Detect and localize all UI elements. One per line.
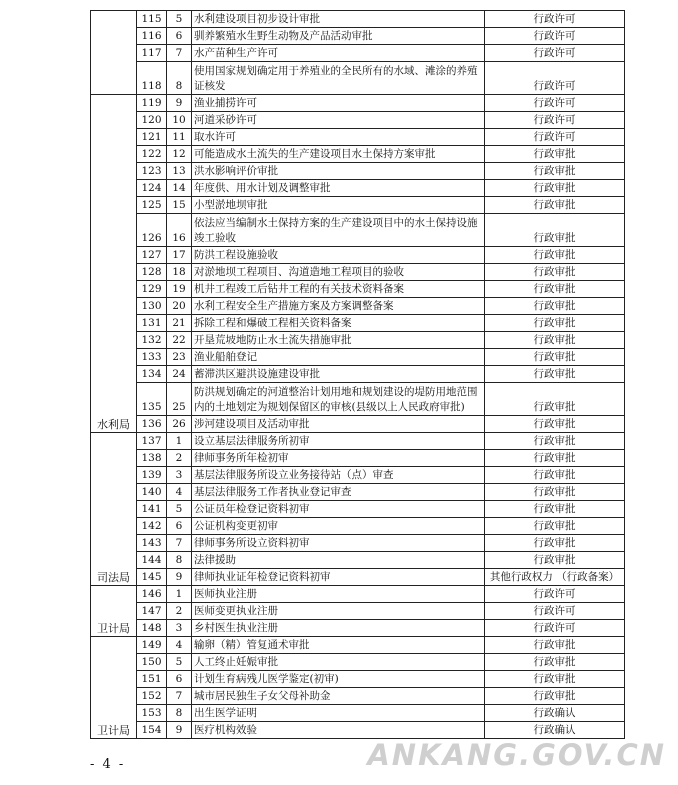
table-row: [91, 247, 625, 264]
table-row: [91, 688, 625, 705]
sequence-cell: 7: [167, 688, 192, 705]
table-row: [91, 11, 625, 28]
table-row: [91, 95, 625, 112]
item-number-cell: 138: [137, 450, 167, 467]
item-number-cell: 121: [137, 129, 167, 146]
item-name-cell: 小型淤地坝审批: [192, 197, 485, 214]
sequence-cell: 2: [167, 603, 192, 620]
item-name-cell: 计划生育病残儿医学鉴定(初审): [192, 671, 485, 688]
table-row: [91, 603, 625, 620]
item-type-cell: 行政审批: [485, 298, 625, 315]
item-name-cell: 依法应当编制水土保持方案的生产建设项目中的水土保持设施竣工验收: [192, 214, 485, 247]
table-row: [91, 214, 625, 247]
item-name-cell: 基层法律服务工作者执业登记审查: [192, 484, 485, 501]
table-row: [91, 281, 625, 298]
table-row: [91, 637, 625, 654]
item-number-cell: 125: [137, 197, 167, 214]
item-number-cell: 130: [137, 298, 167, 315]
item-number-cell: 127: [137, 247, 167, 264]
item-name-cell: 水利建设项目初步设计审批: [192, 11, 485, 28]
department-cell: 水利局: [91, 95, 137, 433]
item-type-cell: 行政审批: [485, 349, 625, 366]
sequence-cell: 3: [167, 467, 192, 484]
item-name-cell: 年度供、用水计划及调整审批: [192, 180, 485, 197]
item-type-cell: 行政审批: [485, 315, 625, 332]
item-type-cell: 行政确认: [485, 705, 625, 722]
sequence-cell: 2: [167, 450, 192, 467]
item-number-cell: 150: [137, 654, 167, 671]
department-cell: 卫计局: [91, 586, 137, 637]
table-row: [91, 45, 625, 62]
sequence-cell: 4: [167, 637, 192, 654]
item-name-cell: 医师变更执业注册: [192, 603, 485, 620]
item-number-cell: 122: [137, 146, 167, 163]
table-row: [91, 197, 625, 214]
item-type-cell: 行政许可: [485, 603, 625, 620]
item-type-cell: 行政审批: [485, 484, 625, 501]
item-name-cell: 渔业船舶登记: [192, 349, 485, 366]
sequence-cell: 8: [167, 705, 192, 722]
sequence-cell: 11: [167, 129, 192, 146]
sequence-cell: 5: [167, 654, 192, 671]
item-type-cell: 行政审批: [485, 637, 625, 654]
item-number-cell: 131: [137, 315, 167, 332]
table-row: [91, 416, 625, 433]
item-type-cell: 行政许可: [485, 95, 625, 112]
item-type-cell: 行政审批: [485, 552, 625, 569]
item-number-cell: 126: [137, 214, 167, 247]
item-name-cell: 法律援助: [192, 552, 485, 569]
table-row: [91, 180, 625, 197]
table-row: [91, 535, 625, 552]
item-type-cell: 行政审批: [485, 146, 625, 163]
item-type-cell: 行政审批: [485, 535, 625, 552]
table-row: [91, 569, 625, 586]
sequence-cell: 10: [167, 112, 192, 129]
sequence-cell: 19: [167, 281, 192, 298]
item-number-cell: 116: [137, 28, 167, 45]
item-number-cell: 134: [137, 366, 167, 383]
item-number-cell: 123: [137, 163, 167, 180]
item-number-cell: 136: [137, 416, 167, 433]
item-name-cell: 设立基层法律服务所初审: [192, 433, 485, 450]
department-cell: 卫计局: [91, 637, 137, 739]
item-name-cell: 蓄滞洪区避洪设施建设审批: [192, 366, 485, 383]
item-name-cell: 律师执业证年检登记资料初审: [192, 569, 485, 586]
sequence-cell: 14: [167, 180, 192, 197]
table-row: [91, 146, 625, 163]
sequence-cell: 7: [167, 45, 192, 62]
table-body: [91, 11, 625, 739]
item-number-cell: 142: [137, 518, 167, 535]
item-number-cell: 143: [137, 535, 167, 552]
item-type-cell: 行政审批: [485, 214, 625, 247]
table-row: [91, 450, 625, 467]
item-name-cell: 防洪规划确定的河道整治计划用地和规划建设的堤防用地范围内的土地划定为规划保留区的审核(县级以上人民政府审批): [192, 383, 485, 416]
item-name-cell: 驯养繁殖水生野生动物及产品活动审批: [192, 28, 485, 45]
item-name-cell: 医师执业注册: [192, 586, 485, 603]
item-name-cell: 开垦荒坡地防止水土流失措施审批: [192, 332, 485, 349]
sequence-cell: 13: [167, 163, 192, 180]
item-name-cell: 机井工程竣工后钻井工程的有关技术资料备案: [192, 281, 485, 298]
item-type-cell: 行政审批: [485, 366, 625, 383]
item-name-cell: 可能造成水土流失的生产建设项目水土保持方案审批: [192, 146, 485, 163]
item-number-cell: 128: [137, 264, 167, 281]
item-number-cell: 115: [137, 11, 167, 28]
table-row: [91, 433, 625, 450]
table-row: [91, 163, 625, 180]
item-type-cell: 行政审批: [485, 688, 625, 705]
sequence-cell: 22: [167, 332, 192, 349]
item-type-cell: 行政许可: [485, 129, 625, 146]
table-row: [91, 298, 625, 315]
sequence-cell: 1: [167, 433, 192, 450]
sequence-cell: 25: [167, 383, 192, 416]
item-type-cell: 行政许可: [485, 62, 625, 95]
item-type-cell: 行政审批: [485, 180, 625, 197]
item-type-cell: 行政审批: [485, 163, 625, 180]
table-row: [91, 264, 625, 281]
item-type-cell: 行政许可: [485, 586, 625, 603]
item-name-cell: 洪水影响评价审批: [192, 163, 485, 180]
item-number-cell: 124: [137, 180, 167, 197]
item-type-cell: 行政审批: [485, 247, 625, 264]
item-type-cell: 行政审批: [485, 518, 625, 535]
item-type-cell: 行政审批: [485, 501, 625, 518]
watermark-logo: ANKANG.GOV.CN: [367, 738, 666, 772]
sequence-cell: 4: [167, 484, 192, 501]
item-type-cell: 行政审批: [485, 383, 625, 416]
table-row: [91, 112, 625, 129]
item-name-cell: 防洪工程设施验收: [192, 247, 485, 264]
item-name-cell: 医疗机构效验: [192, 722, 485, 739]
item-number-cell: 145: [137, 569, 167, 586]
sequence-cell: 8: [167, 62, 192, 95]
item-type-cell: 行政审批: [485, 450, 625, 467]
item-name-cell: 公证机构变更初审: [192, 518, 485, 535]
sequence-cell: 3: [167, 620, 192, 637]
item-number-cell: 153: [137, 705, 167, 722]
item-name-cell: 输卵（精）管复通术审批: [192, 637, 485, 654]
sequence-cell: 20: [167, 298, 192, 315]
item-type-cell: 行政许可: [485, 45, 625, 62]
table-row: [91, 62, 625, 95]
sequence-cell: 15: [167, 197, 192, 214]
item-type-cell: 行政许可: [485, 112, 625, 129]
item-name-cell: 律师事务所设立资料初审: [192, 535, 485, 552]
item-type-cell: 行政审批: [485, 654, 625, 671]
sequence-cell: 6: [167, 518, 192, 535]
item-name-cell: 水利工程安全生产措施方案及方案调整备案: [192, 298, 485, 315]
table-row: [91, 586, 625, 603]
item-number-cell: 139: [137, 467, 167, 484]
item-type-cell: 行政许可: [485, 11, 625, 28]
item-number-cell: 119: [137, 95, 167, 112]
item-name-cell: 乡村医生执业注册: [192, 620, 485, 637]
item-name-cell: 基层法律服务所设立业务接待站（点）审查: [192, 467, 485, 484]
table-row: [91, 620, 625, 637]
item-number-cell: 154: [137, 722, 167, 739]
item-type-cell: 行政许可: [485, 620, 625, 637]
item-type-cell: 行政审批: [485, 671, 625, 688]
sequence-cell: 17: [167, 247, 192, 264]
item-name-cell: 律师事务所年检初审: [192, 450, 485, 467]
item-name-cell: 拆除工程和爆破工程相关资料备案: [192, 315, 485, 332]
item-name-cell: 出生医学证明: [192, 705, 485, 722]
table-row: [91, 383, 625, 416]
item-number-cell: 132: [137, 332, 167, 349]
sequence-cell: 6: [167, 671, 192, 688]
item-number-cell: 129: [137, 281, 167, 298]
item-type-cell: 行政审批: [485, 433, 625, 450]
table-row: [91, 722, 625, 739]
table-row: [91, 518, 625, 535]
page-number: - 4 -: [90, 757, 126, 772]
sequence-cell: 6: [167, 28, 192, 45]
item-name-cell: 公证员年检登记资料初审: [192, 501, 485, 518]
item-type-cell: 行政审批: [485, 332, 625, 349]
table-row: [91, 705, 625, 722]
sequence-cell: 18: [167, 264, 192, 281]
table-row: [91, 484, 625, 501]
sequence-cell: 24: [167, 366, 192, 383]
sequence-cell: 21: [167, 315, 192, 332]
table-row: [91, 129, 625, 146]
sequence-cell: 5: [167, 501, 192, 518]
item-name-cell: 对淤地坝工程项目、沟道造地工程项目的验收: [192, 264, 485, 281]
sequence-cell: 7: [167, 535, 192, 552]
table-row: [91, 349, 625, 366]
item-number-cell: 149: [137, 637, 167, 654]
item-name-cell: 水产苗种生产许可: [192, 45, 485, 62]
item-number-cell: 147: [137, 603, 167, 620]
item-number-cell: 148: [137, 620, 167, 637]
table-row: [91, 366, 625, 383]
sequence-cell: 12: [167, 146, 192, 163]
sequence-cell: 23: [167, 349, 192, 366]
table-row: [91, 315, 625, 332]
table-row: [91, 654, 625, 671]
item-name-cell: 城市居民独生子女父母补助金: [192, 688, 485, 705]
item-name-cell: 人工终止妊娠审批: [192, 654, 485, 671]
table-row: [91, 671, 625, 688]
permission-table: [90, 10, 625, 739]
table-row: [91, 28, 625, 45]
item-number-cell: 144: [137, 552, 167, 569]
item-type-cell: 其他行政权力 （行政备案）: [485, 569, 625, 586]
sequence-cell: 1: [167, 586, 192, 603]
item-name-cell: 渔业捕捞许可: [192, 95, 485, 112]
sequence-cell: 16: [167, 214, 192, 247]
table-row: [91, 501, 625, 518]
item-type-cell: 行政审批: [485, 197, 625, 214]
sequence-cell: 8: [167, 552, 192, 569]
sequence-cell: 26: [167, 416, 192, 433]
item-number-cell: 151: [137, 671, 167, 688]
item-number-cell: 137: [137, 433, 167, 450]
sequence-cell: 9: [167, 95, 192, 112]
item-type-cell: 行政审批: [485, 264, 625, 281]
department-cell: [91, 11, 137, 95]
sequence-cell: 9: [167, 569, 192, 586]
item-number-cell: 135: [137, 383, 167, 416]
item-type-cell: 行政确认: [485, 722, 625, 739]
department-cell: 司法局: [91, 433, 137, 586]
sequence-cell: 9: [167, 722, 192, 739]
item-name-cell: 河道采砂许可: [192, 112, 485, 129]
item-number-cell: 117: [137, 45, 167, 62]
item-type-cell: 行政审批: [485, 467, 625, 484]
item-name-cell: 取水许可: [192, 129, 485, 146]
item-number-cell: 152: [137, 688, 167, 705]
table-row: [91, 552, 625, 569]
table-row: [91, 467, 625, 484]
item-number-cell: 146: [137, 586, 167, 603]
item-number-cell: 120: [137, 112, 167, 129]
item-name-cell: 使用国家规划确定用于养殖业的全民所有的水域、滩涂的养殖证核发: [192, 62, 485, 95]
item-number-cell: 140: [137, 484, 167, 501]
item-number-cell: 133: [137, 349, 167, 366]
item-name-cell: 涉河建设项目及活动审批: [192, 416, 485, 433]
item-number-cell: 118: [137, 62, 167, 95]
sequence-cell: 5: [167, 11, 192, 28]
item-type-cell: 行政许可: [485, 28, 625, 45]
item-type-cell: 行政审批: [485, 281, 625, 298]
table-row: [91, 332, 625, 349]
item-type-cell: 行政审批: [485, 416, 625, 433]
item-number-cell: 141: [137, 501, 167, 518]
